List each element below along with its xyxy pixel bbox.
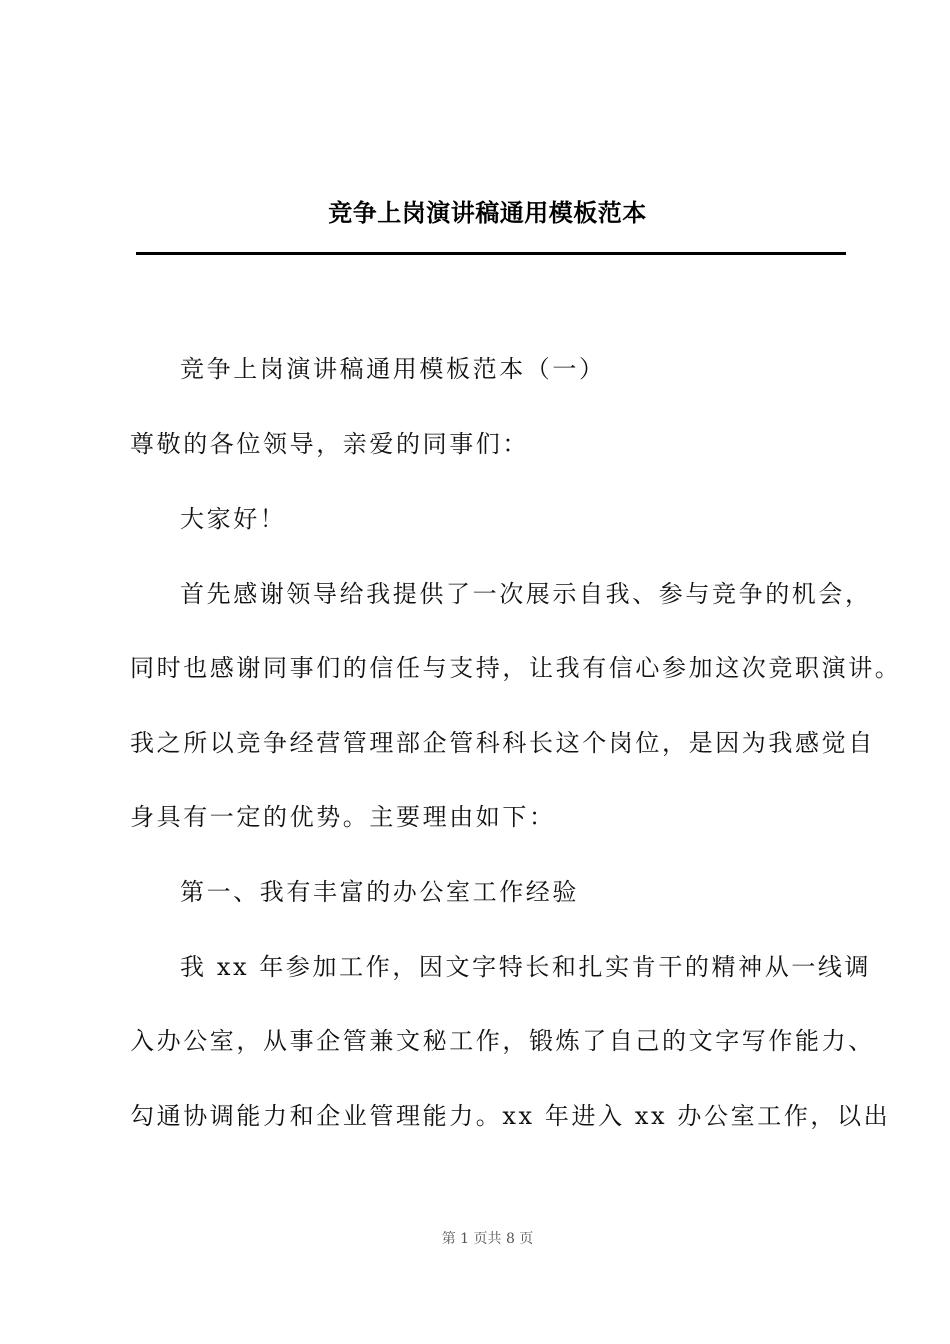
paragraph-line: 勾通协调能力和企业管理能力。xx 年进入 xx 办公室工作，以出	[130, 1102, 891, 1130]
section-heading: 竞争上岗演讲稿通用模板范本（一）	[180, 355, 606, 383]
document-title: 竞争上岗演讲稿通用模板范本	[328, 198, 647, 227]
greeting: 大家好！	[180, 505, 287, 533]
paragraph-line: 同时也感谢同事们的信任与支持，让我有信心参加这次竞职演讲。	[130, 654, 902, 682]
paragraph-line: 我之所以竞争经营管理部企管科科长这个岗位，是因为我感觉自	[130, 729, 875, 757]
paragraph-line: 我 xx 年参加工作，因文字特长和扎实肯干的精神从一线调	[180, 953, 872, 981]
subheading: 第一、我有丰富的办公室工作经验	[180, 878, 579, 906]
paragraph-line: 身具有一定的优势。主要理由如下：	[130, 803, 556, 831]
paragraph-line: 首先感谢领导给我提供了一次展示自我、参与竞争的机会，	[180, 580, 872, 608]
title-underline	[136, 252, 846, 255]
salutation: 尊敬的各位领导，亲爱的同事们：	[130, 430, 529, 458]
paragraph-line: 入办公室，从事企管兼文秘工作，锻炼了自己的文字写作能力、	[130, 1027, 875, 1055]
page-number: 第 1 页共 8 页	[441, 1231, 534, 1247]
